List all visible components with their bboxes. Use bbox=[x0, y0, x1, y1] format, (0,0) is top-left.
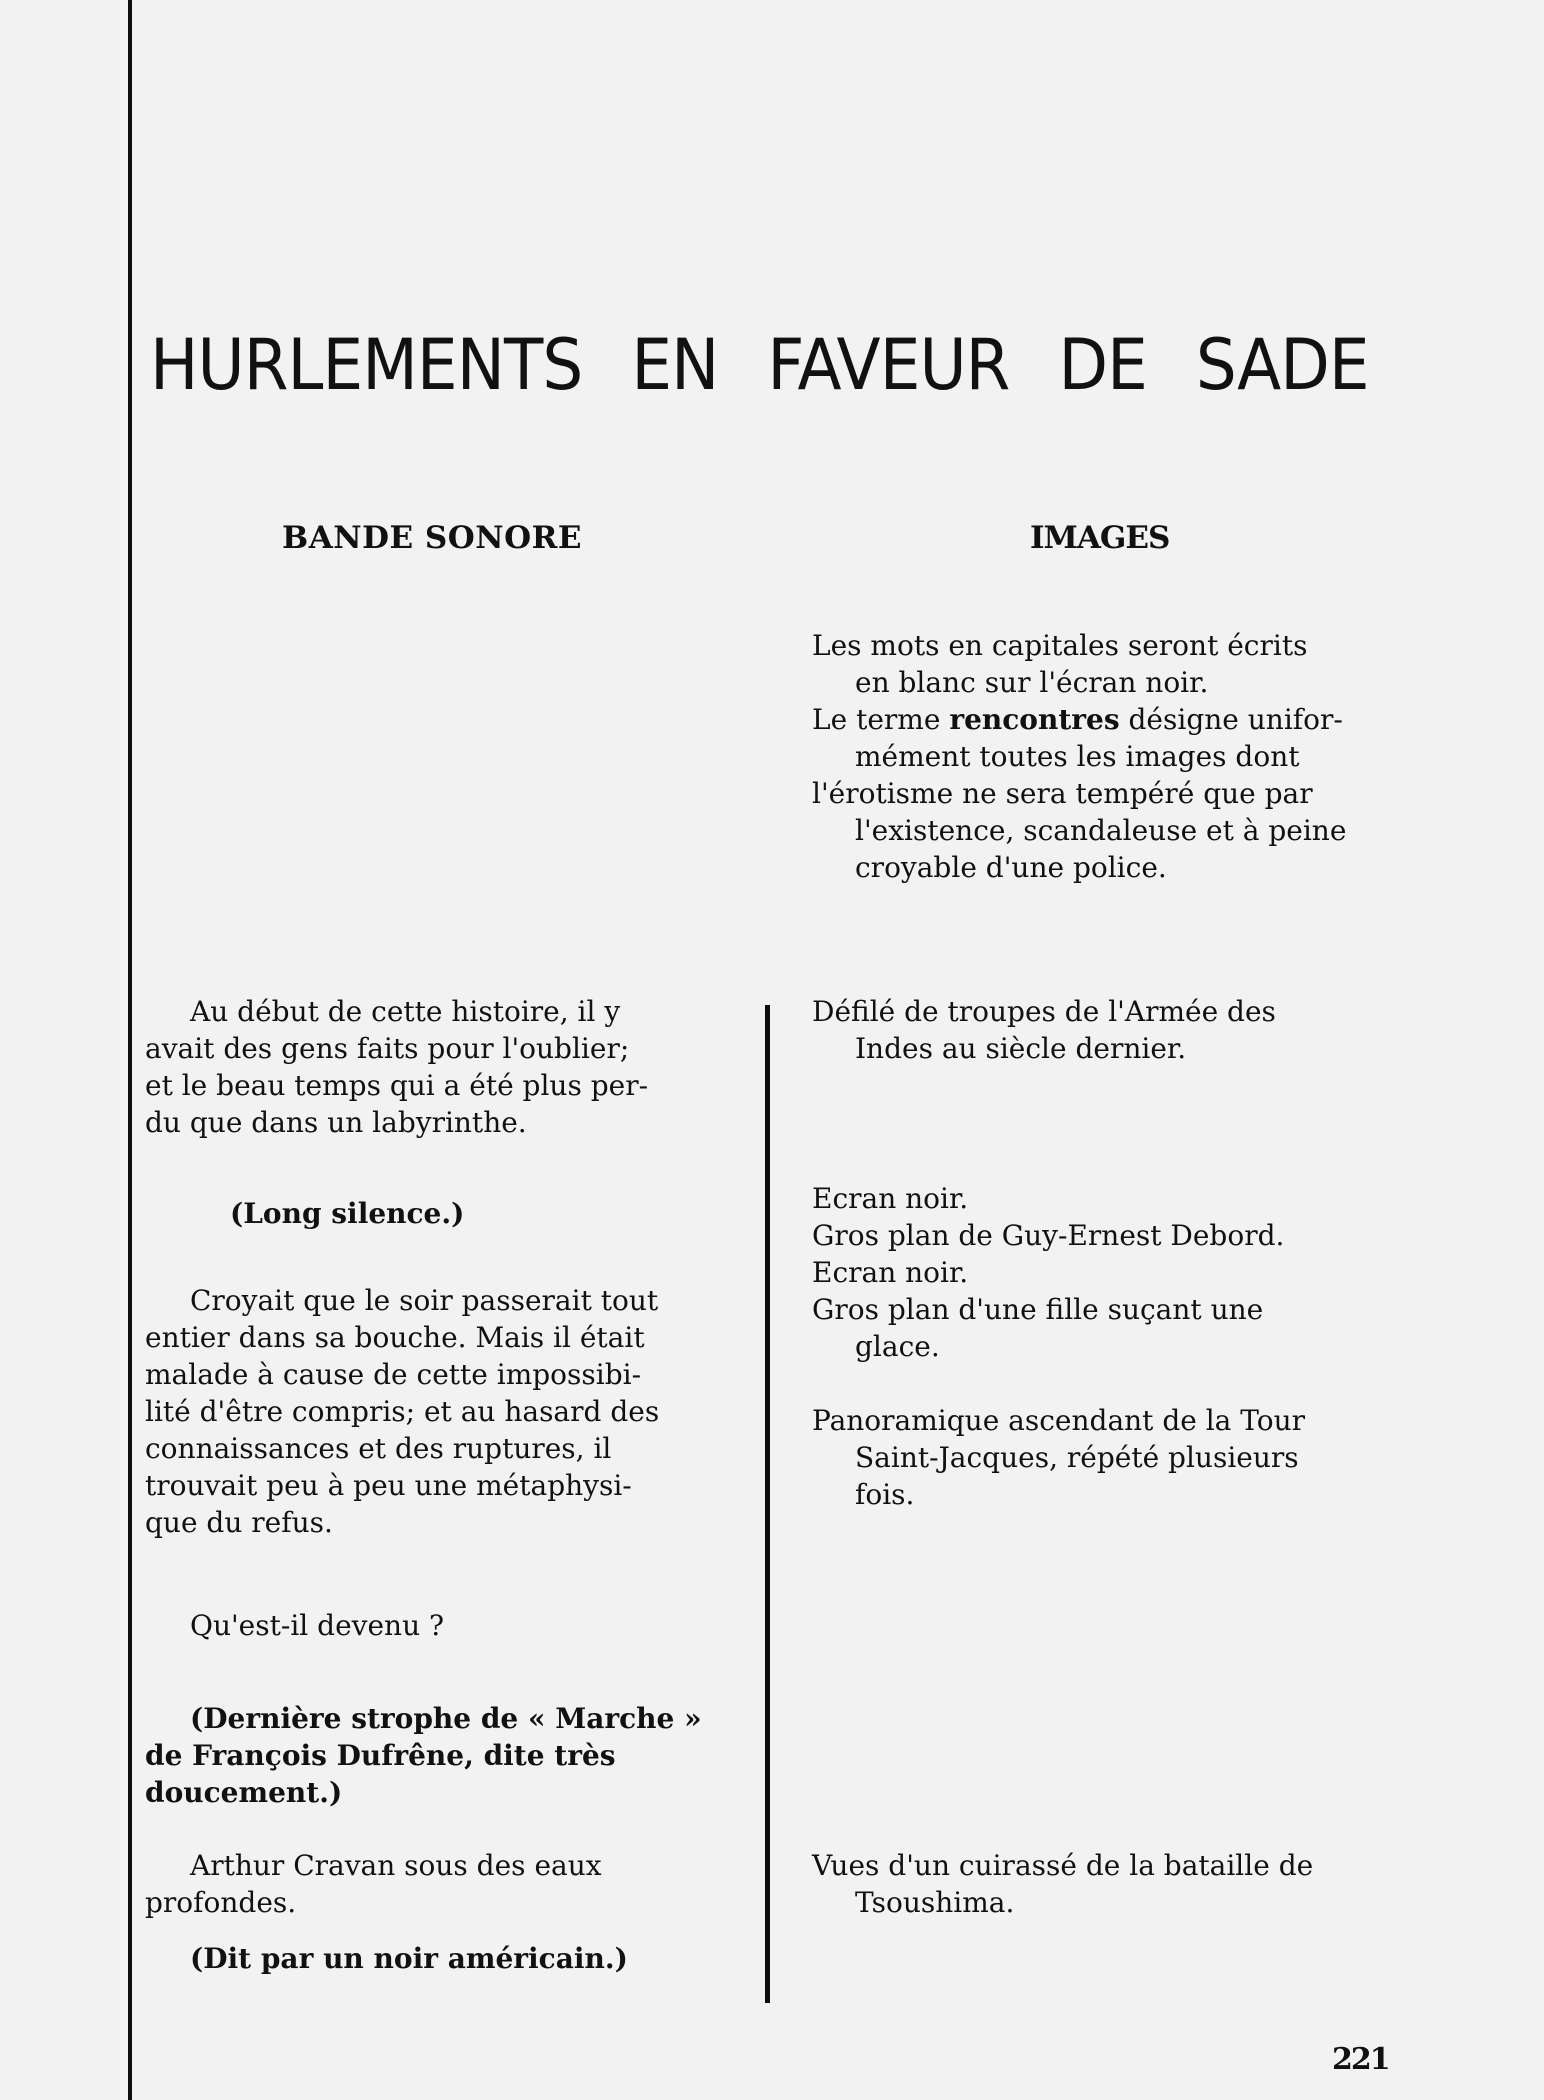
images-intro-paragraph bbox=[812, 627, 1441, 701]
images-ecran-noir-2 bbox=[812, 1254, 1441, 1291]
text-line: que du refus. bbox=[145, 1506, 333, 1539]
text-line: Qu'est-il devenu ? bbox=[190, 1609, 445, 1642]
images-rencontres-paragraph bbox=[812, 701, 1441, 775]
text-line: (Dit par un noir américain.) bbox=[190, 1942, 628, 1975]
column-heading-images: IMAGES bbox=[1030, 520, 1170, 556]
text-line: en blanc sur l'écran noir. bbox=[855, 666, 1209, 699]
text-line: croyable d'une police. bbox=[855, 851, 1167, 884]
soundtrack-croyait-paragraph bbox=[145, 1282, 725, 1541]
text-line: Les mots en capitales seront écrits bbox=[812, 629, 1308, 662]
text-line: Ecran noir. bbox=[812, 1256, 969, 1289]
text-line: du que dans un labyrinthe. bbox=[145, 1106, 527, 1139]
text-line bbox=[812, 701, 1441, 738]
images-gros-plan-fille bbox=[812, 1291, 1441, 1365]
soundtrack-debut-paragraph bbox=[145, 993, 725, 1141]
images-erotisme-paragraph bbox=[812, 775, 1441, 886]
text-line: connaissances et des ruptures, il bbox=[145, 1432, 612, 1465]
text-line: mément toutes les images dont bbox=[855, 740, 1300, 773]
text-line: Panoramique ascendant de la Tour bbox=[812, 1404, 1306, 1437]
text-line: Vues d'un cuirassé de la bataille de bbox=[812, 1849, 1314, 1882]
images-column bbox=[812, 0, 1398, 2100]
text-line: Au début de cette histoire, il y bbox=[190, 995, 621, 1028]
column-divider-rule bbox=[765, 1005, 770, 2003]
text-line: profondes. bbox=[145, 1886, 297, 1919]
stage-direction-derniere-strophe bbox=[145, 1700, 725, 1811]
text-fragment: Le terme bbox=[812, 703, 941, 736]
text-line: Ecran noir. bbox=[812, 1182, 969, 1215]
text-line: malade à cause de cette impossibi- bbox=[145, 1358, 642, 1391]
images-ecran-noir-1 bbox=[812, 1180, 1441, 1217]
text-line: Croyait que le soir passerait tout bbox=[190, 1284, 659, 1317]
text-line: Arthur Cravan sous des eaux bbox=[190, 1849, 602, 1882]
text-line: avait des gens faits pour l'oublier; bbox=[145, 1032, 630, 1065]
text-line: Gros plan d'une fille suçant une bbox=[812, 1293, 1264, 1326]
soundtrack-question bbox=[145, 1607, 770, 1644]
images-gros-plan-debord bbox=[812, 1217, 1441, 1254]
text-line: Indes au siècle dernier. bbox=[855, 1032, 1187, 1065]
page-number: 221 bbox=[1332, 2042, 1389, 2077]
column-heading-soundtrack: BANDE SONORE bbox=[282, 520, 583, 556]
text-line: (Dernière strophe de « Marche » bbox=[190, 1702, 702, 1735]
text-line: de François Dufrêne, dite très bbox=[145, 1739, 616, 1772]
images-panoramique-paragraph bbox=[812, 1402, 1441, 1513]
soundtrack-cravan-paragraph bbox=[145, 1847, 725, 1921]
text-line: l'érotisme ne sera tempéré que par bbox=[812, 777, 1313, 810]
text-line: glace. bbox=[855, 1330, 940, 1363]
page-title: HURLEMENTS EN FAVEUR DE SADE bbox=[150, 324, 1369, 406]
text-line: Défilé de troupes de l'Armée des bbox=[812, 995, 1276, 1028]
text-line: fois. bbox=[855, 1478, 915, 1511]
text-line: (Long silence.) bbox=[230, 1197, 465, 1230]
text-line: Tsoushima. bbox=[855, 1886, 1015, 1919]
text-line: l'existence, scandaleuse et à peine bbox=[855, 814, 1347, 847]
left-margin-rule bbox=[128, 0, 132, 2100]
images-cuirasse-paragraph bbox=[812, 1847, 1441, 1921]
text-line: entier dans sa bouche. Mais il était bbox=[145, 1321, 645, 1354]
images-defile-paragraph bbox=[812, 993, 1441, 1067]
text-line: Gros plan de Guy-Ernest Debord. bbox=[812, 1219, 1285, 1252]
text-line: lité d'être compris; et au hasard des bbox=[145, 1395, 660, 1428]
emphasis-rencontres: rencontres bbox=[949, 703, 1120, 736]
text-line: Saint-Jacques, répété plusieurs bbox=[855, 1441, 1299, 1474]
text-fragment: désigne unifor- bbox=[1128, 703, 1343, 736]
soundtrack-column bbox=[145, 0, 725, 2100]
stage-direction-long-silence bbox=[145, 1195, 810, 1232]
text-line: doucement.) bbox=[145, 1776, 343, 1809]
stage-direction-dit-par bbox=[145, 1940, 770, 1977]
text-line: et le beau temps qui a été plus per- bbox=[145, 1069, 649, 1102]
text-line: trouvait peu à peu une métaphysi- bbox=[145, 1469, 632, 1502]
